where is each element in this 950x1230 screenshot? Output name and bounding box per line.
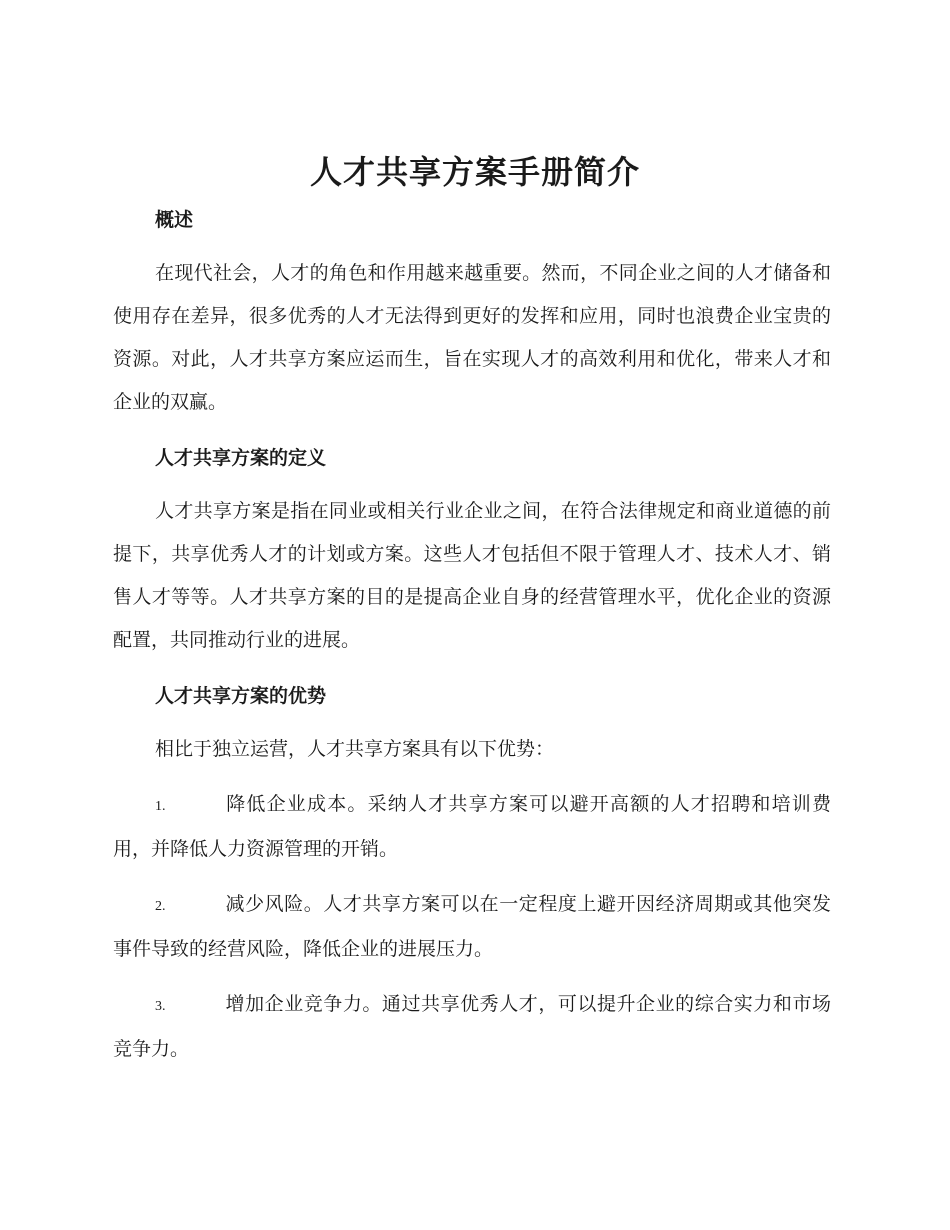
document-title: 人才共享方案手册简介 (309, 153, 640, 191)
list-item-text: 增加企业竞争力。通过共享优秀人才，可以提升企业的综合实力和市场竞争力。 (113, 993, 831, 1060)
section-heading-overview: 概述 (155, 209, 194, 231)
list-item (113, 783, 831, 871)
list-item-text: 降低企业成本。采纳人才共享方案可以避开高额的人才招聘和培训费用，并降低人力资源管理的开销。 (113, 793, 831, 860)
document-body (113, 200, 831, 1071)
list-item-number: 1. (155, 799, 166, 814)
section-heading-advantages: 人才共享方案的优势 (155, 685, 327, 707)
list-item-number: 2. (155, 899, 166, 914)
section-paragraph-definition: 人才共享方案是指在同业或相关行业企业之间，在符合法律规定和商业道德的前提下，共享优秀人才的计划或方案。这些人才包括但不限于管理人才、技术人才、销售人才等等。人才共享方案的目的是提高企业自身的经营管理水平，优化企业的资源配置，共同推动行业的进展。 (113, 500, 831, 651)
list-item-number: 3. (155, 999, 166, 1014)
list-item (113, 883, 831, 971)
section-paragraph-advantages: 相比于独立运营，人才共享方案具有以下优势： (155, 738, 555, 760)
list-item-text: 减少风险。人才共享方案可以在一定程度上避开因经济周期或其他突发事件导致的经营风险，降低企业的进展压力。 (113, 893, 831, 960)
section-heading-definition: 人才共享方案的定义 (155, 447, 327, 469)
list-item (113, 983, 831, 1071)
section-paragraph-overview: 在现代社会，人才的角色和作用越来越重要。然而，不同企业之间的人才储备和使用存在差异，很多优秀的人才无法得到更好的发挥和应用，同时也浪费企业宝贵的资源。对此，人才共享方案应运而生，旨在实现人才的高效利用和优化，带来人才和企业的双赢。 (113, 262, 831, 413)
